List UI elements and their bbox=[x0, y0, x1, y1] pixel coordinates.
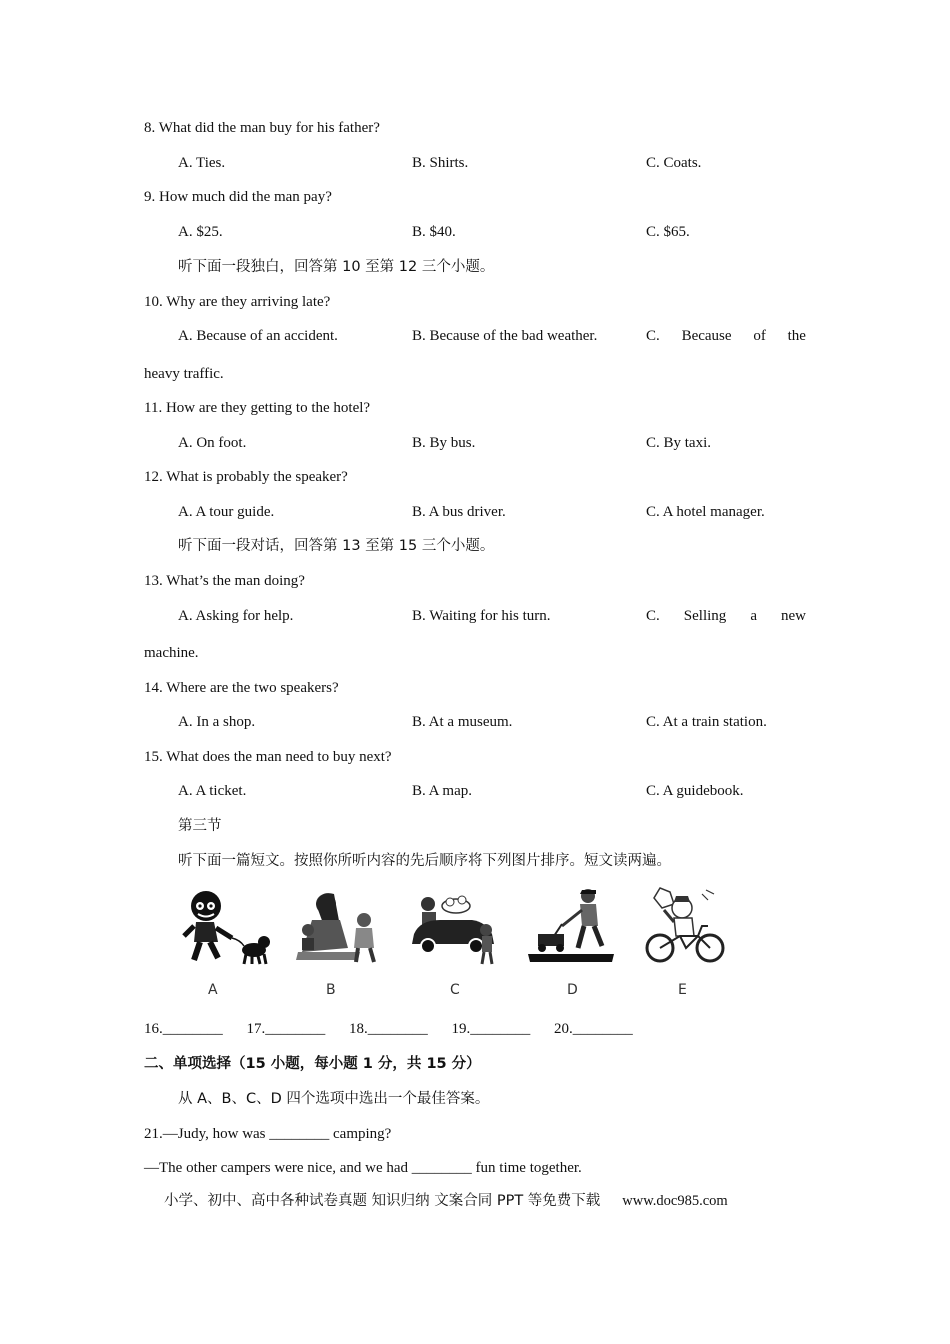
part-2-heading: 二、单项选择（15 小题，每小题 1 分，共 15 分） bbox=[144, 1056, 481, 1072]
boy-riding-bicycle-icon bbox=[640, 886, 730, 968]
answer-blank-19[interactable]: 19.________ bbox=[451, 1021, 531, 1037]
answer-blank-17[interactable]: 17.________ bbox=[246, 1021, 326, 1037]
option-word: the bbox=[787, 328, 806, 344]
mother-and-children-icon bbox=[290, 886, 380, 968]
option-word: new bbox=[781, 608, 806, 624]
question-12-stem: 12. What is probably the speaker? bbox=[144, 469, 348, 485]
page-footer bbox=[164, 1191, 728, 1211]
question-14-option-a: A. In a shop. bbox=[178, 714, 256, 730]
option-word: Selling bbox=[683, 608, 727, 624]
answer-blank-16[interactable]: 16.________ bbox=[144, 1021, 223, 1037]
question-12-option-a: A. A tour guide. bbox=[178, 504, 275, 520]
footer-text: 小学、初中、高中各种试卷真题 知识归纳 文案合同 PPT 等免费下载 bbox=[164, 1193, 601, 1209]
boy-mowing-lawn-icon bbox=[526, 886, 616, 968]
question-10-option-c-continued: heavy traffic. bbox=[144, 366, 224, 382]
picture-label-c: C bbox=[450, 982, 460, 998]
option-word: a bbox=[750, 608, 757, 624]
question-12-option-b: B. A bus driver. bbox=[412, 504, 506, 520]
footer-url[interactable]: www.doc985.com bbox=[622, 1193, 728, 1209]
question-13-option-c-continued: machine. bbox=[144, 645, 199, 661]
question-10-option-a: A. Because of an accident. bbox=[178, 328, 338, 344]
family-washing-car-icon bbox=[410, 886, 500, 968]
question-14-stem: 14. Where are the two speakers? bbox=[144, 680, 339, 696]
option-word: C. bbox=[646, 328, 660, 344]
question-15-option-a: A. A ticket. bbox=[178, 783, 247, 799]
picture-label-d: D bbox=[567, 982, 578, 998]
question-8-option-a: A. Ties. bbox=[178, 155, 226, 171]
question-11-option-a: A. On foot. bbox=[178, 435, 247, 451]
option-word: C. bbox=[646, 608, 660, 624]
question-8-option-b: B. Shirts. bbox=[412, 155, 469, 171]
picture-label-a: A bbox=[208, 982, 218, 998]
question-9-option-b: B. $40. bbox=[412, 224, 456, 240]
question-10-option-c bbox=[646, 326, 806, 346]
question-21-line-2: —The other campers were nice, and we had ________ fun time together. bbox=[144, 1160, 582, 1176]
answer-blank-18[interactable]: 18.________ bbox=[349, 1021, 428, 1037]
answer-blank-20[interactable]: 20.________ bbox=[554, 1021, 633, 1037]
option-word: of bbox=[753, 328, 766, 344]
instruction-dialogue: 听下面一段对话，回答第 13 至第 15 三个小题。 bbox=[178, 538, 495, 554]
picture-label-e: E bbox=[678, 982, 687, 998]
question-13-stem: 13. What’s the man doing? bbox=[144, 573, 305, 589]
question-12-option-c: C. A hotel manager. bbox=[646, 504, 765, 520]
question-11-stem: 11. How are they getting to the hotel? bbox=[144, 400, 371, 416]
question-10-stem: 10. Why are they arriving late? bbox=[144, 294, 331, 310]
picture-label-b: B bbox=[326, 982, 336, 998]
question-8-option-c: C. Coats. bbox=[646, 155, 702, 171]
instruction-monologue: 听下面一段独白，回答第 10 至第 12 三个小题。 bbox=[178, 259, 495, 275]
question-13-option-b: B. Waiting for his turn. bbox=[412, 608, 551, 624]
question-9-stem: 9. How much did the man pay? bbox=[144, 189, 332, 205]
boy-walking-dog-icon bbox=[180, 886, 270, 968]
part-2-instruction: 从 A、B、C、D 四个选项中选出一个最佳答案。 bbox=[178, 1091, 490, 1107]
question-9-option-c: C. $65. bbox=[646, 224, 690, 240]
answer-blanks bbox=[144, 1019, 653, 1039]
instruction-passage: 听下面一篇短文。按照你所听内容的先后顺序将下列图片排序。短文读两遍。 bbox=[178, 853, 671, 869]
question-21-line-1: 21.—Judy, how was ________ camping? bbox=[144, 1126, 392, 1142]
question-14-option-c: C. At a train station. bbox=[646, 714, 767, 730]
question-9-option-a: A. $25. bbox=[178, 224, 223, 240]
question-15-stem: 15. What does the man need to buy next? bbox=[144, 749, 392, 765]
question-13-option-a: A. Asking for help. bbox=[178, 608, 294, 624]
question-13-option-c bbox=[646, 606, 806, 626]
question-10-option-b: B. Because of the bad weather. bbox=[412, 328, 598, 344]
question-8-stem: 8. What did the man buy for his father? bbox=[144, 120, 380, 136]
question-15-option-c: C. A guidebook. bbox=[646, 783, 744, 799]
section-3-heading: 第三节 bbox=[178, 818, 222, 834]
option-word: Because bbox=[681, 328, 732, 344]
question-14-option-b: B. At a museum. bbox=[412, 714, 513, 730]
question-11-option-c: C. By taxi. bbox=[646, 435, 712, 451]
question-15-option-b: B. A map. bbox=[412, 783, 473, 799]
question-11-option-b: B. By bus. bbox=[412, 435, 476, 451]
